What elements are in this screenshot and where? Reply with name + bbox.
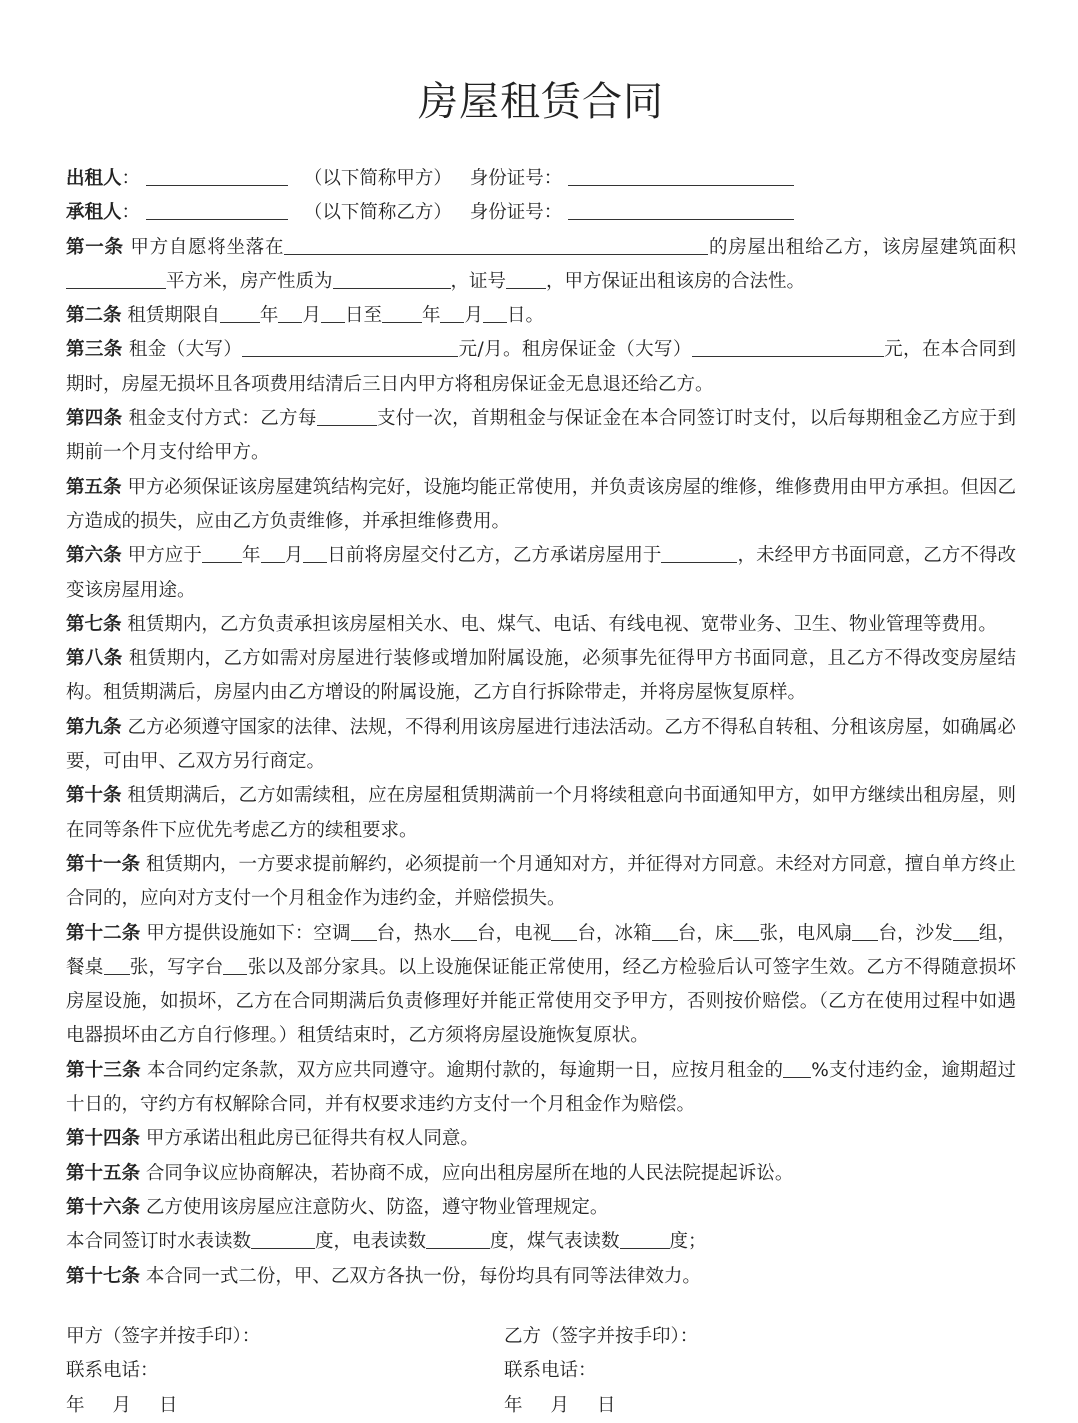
article-text: 元，在本合同到期时，房屋无损坏且各项费用结清后三日内甲方将租房保证金无息退还给乙方。	[66, 339, 1016, 395]
article-text: 年	[241, 545, 261, 567]
article-text: 组，餐桌	[66, 922, 1016, 978]
article-heading: 第十一条	[66, 853, 141, 875]
party-a-sign-label: 甲方（签字并按手印）：	[66, 1326, 261, 1347]
party-b-sign-label: 乙方（签字并按手印）：	[504, 1326, 699, 1347]
party-a-signature	[66, 1320, 260, 1423]
party-a-phone-label: 联系电话：	[66, 1360, 159, 1382]
fill-in-blank[interactable]	[284, 236, 708, 255]
fill-in-blank[interactable]	[303, 544, 327, 563]
fill-in-blank[interactable]	[223, 956, 247, 975]
article-text: 甲方应于	[127, 545, 202, 567]
article-heading: 第十四条	[66, 1128, 141, 1150]
article-text: 元/月。租房保证金（大写）	[458, 339, 692, 361]
article-9	[66, 711, 1016, 780]
fill-in-blank[interactable]	[661, 544, 737, 563]
article-heading: 第十三条	[66, 1059, 141, 1081]
fill-in-blank[interactable]	[261, 544, 285, 563]
article-heading: 第五条	[66, 476, 122, 498]
article-heading: 第九条	[66, 716, 122, 738]
articles-list	[66, 231, 1016, 1294]
article-text: 台，冰箱	[577, 922, 652, 944]
fill-in-blank[interactable]	[242, 338, 458, 357]
fill-in-blank[interactable]	[333, 270, 451, 289]
fill-in-blank[interactable]	[620, 1230, 670, 1249]
lessee-line: 承租人： （以下简称乙方） 身份证号：	[66, 196, 1016, 230]
article-text: 租金支付方式：乙方每	[128, 408, 317, 430]
fill-in-blank[interactable]	[321, 304, 345, 323]
article-14	[66, 1122, 1016, 1156]
article-heading: 第一条	[66, 236, 124, 258]
fill-in-blank[interactable]	[692, 338, 884, 357]
fill-in-blank[interactable]	[278, 304, 302, 323]
article-heading: 第十六条	[66, 1196, 141, 1218]
fill-in-blank[interactable]	[953, 922, 979, 941]
article-text: 租赁期内，一方要求提前解约，必须提前一个月通知对方，并征得对方同意。未经对方同意，擅自单方终止合同的，应向对方支付一个月租金作为违约金，并赔偿损失。	[66, 853, 1016, 910]
article-text: 本合同签订时水表读数	[66, 1231, 252, 1253]
article-text: 支付一次，首期租金与保证金在本合同签订时支付，以后每期租金乙方应于到期前一个月支付给甲方。	[66, 408, 1016, 464]
article-text: 台，沙发	[878, 922, 953, 944]
fill-in-blank[interactable]	[483, 304, 507, 323]
party-b-date	[504, 1389, 698, 1423]
article-text: 租赁期满后，乙方如需续租，应在房屋租赁期满前一个月将续租意向书面通知甲方，如甲方继续出租房屋，则在同等条件下应优先考虑乙方的续租要求。	[66, 785, 1016, 841]
article-4	[66, 402, 1016, 471]
fill-in-blank[interactable]	[104, 956, 130, 975]
fill-in-blank[interactable]	[852, 922, 878, 941]
article-text: ，证号	[450, 270, 507, 292]
article-text: 日前将房屋交付乙方，乙方承诺房屋用于	[327, 545, 662, 567]
party-a-date	[66, 1389, 260, 1423]
article-heading: 第十七条	[66, 1265, 141, 1287]
article-text: 甲方必须保证该房屋建筑结构完好，设施均能正常使用，并负责该房屋的维修，维修费用由甲方承担。但因乙方造成的损失，应由乙方负责维修，并承担维修费用。	[66, 476, 1016, 532]
article-text: 月	[302, 305, 321, 327]
article-text: 台，床	[677, 922, 734, 944]
fill-in-blank[interactable]	[351, 922, 377, 941]
party-a-month: 月	[112, 1394, 132, 1416]
article-5	[66, 471, 1016, 540]
article-heading: 第三条	[66, 339, 123, 361]
article-text: 甲方自愿将坐落在	[130, 236, 285, 258]
article-8	[66, 642, 1016, 711]
article-12	[66, 917, 1016, 1054]
article-text: 甲方提供设施如下：空调	[146, 922, 351, 944]
party-b-month: 月	[550, 1394, 570, 1416]
article-heading: 第十五条	[66, 1162, 141, 1184]
article-text: 张，电风扇	[759, 922, 853, 944]
article-text: ，未经甲方书面同意，乙方不得改变该房屋用途。	[66, 545, 1016, 601]
article-text: 合同争议应协商解决，若协商不成，应向出租房屋所在地的人民法院提起诉讼。	[145, 1162, 794, 1184]
lessor-id-blank	[568, 167, 794, 186]
article-text: 本合同约定条款，双方应共同遵守。逾期付款的，每逾期一日，应按月租金的	[146, 1059, 784, 1081]
lessee-note: （以下简称乙方）	[303, 202, 452, 224]
article-18	[66, 1260, 1016, 1294]
lessor-note: （以下简称甲方）	[303, 168, 452, 189]
article-10	[66, 779, 1016, 848]
fill-in-blank[interactable]	[202, 544, 242, 563]
article-6	[66, 539, 1016, 608]
fill-in-blank[interactable]	[66, 270, 166, 289]
article-text: %支付违约金，逾期超过十日的，守约方有权解除合同，并有权要求违约方支付一个月租金作为赔偿。	[66, 1059, 1016, 1116]
article-heading: 第六条	[66, 545, 122, 567]
fill-in-blank[interactable]	[551, 922, 577, 941]
fill-in-blank[interactable]	[506, 270, 546, 289]
article-text: 台，热水	[376, 922, 451, 944]
article-heading: 第二条	[66, 305, 122, 327]
article-text: 甲方承诺出租此房已征得共有权人同意。	[145, 1128, 479, 1150]
article-text: 度，电表读数	[315, 1231, 427, 1253]
article-heading: 第四条	[66, 408, 123, 430]
article-heading: 第八条	[66, 648, 123, 670]
fill-in-blank[interactable]	[382, 304, 422, 323]
article-text: 年	[421, 305, 441, 327]
fill-in-blank[interactable]	[317, 407, 377, 426]
article-13	[66, 1054, 1016, 1123]
article-text: 乙方使用该房屋应注意防火、防盗，遵守物业管理规定。	[145, 1196, 609, 1218]
party-b-signature	[504, 1320, 698, 1423]
lessor-id-label: 身份证号：	[469, 168, 563, 189]
article-heading: 第十二条	[66, 922, 141, 944]
article-heading: 第七条	[66, 613, 122, 635]
article-text: 日至	[344, 305, 382, 327]
article-3	[66, 333, 1016, 402]
article-text: ，甲方保证出租该房的合法性。	[546, 270, 806, 292]
article-17	[66, 1225, 1016, 1259]
fill-in-blank[interactable]	[426, 1230, 490, 1249]
party-b-year: 年	[504, 1394, 523, 1416]
lessor-line: 出租人： （以下简称甲方） 身份证号：	[66, 162, 1016, 196]
fill-in-blank[interactable]	[251, 1230, 315, 1249]
article-heading: 第十条	[66, 785, 122, 807]
lessee-id-label: 身份证号：	[469, 202, 563, 224]
party-a-year: 年	[66, 1394, 85, 1416]
fill-in-blank[interactable]	[783, 1059, 811, 1078]
article-2	[66, 299, 1016, 333]
article-text: 的房屋出租给乙方，该房屋建筑面积	[708, 236, 1016, 258]
article-text: 张以及部分家具。以上设施保证能正常使用，经乙方检验后认可签字生效。乙方不得随意损坏房屋设施，如损坏，乙方在合同期满后负责修理好并能正常使用交予甲方，否则按价赔偿。（乙方在使用过程中如遇电器损坏由乙方自行修理。）租赁结束时，乙方须将房屋设施恢复原状。	[66, 956, 1016, 1047]
lessor-label: 出租人	[66, 168, 122, 189]
party-b-day: 日	[597, 1394, 616, 1416]
lessee-id-blank	[568, 201, 794, 220]
fill-in-blank[interactable]	[652, 922, 678, 941]
article-text: 租赁期内，乙方如需对房屋进行装修或增加附属设施，必须事先征得甲方书面同意，且乙方不得改变房屋结构。租赁期满后，房屋内由乙方增设的附属设施，乙方自行拆除带走，并将房屋恢复原样。	[66, 648, 1016, 704]
article-text: 台，电视	[476, 922, 552, 944]
fill-in-blank[interactable]	[440, 304, 464, 323]
page-title: 房屋租赁合同	[418, 79, 664, 125]
lessee-label: 承租人	[66, 202, 122, 224]
article-text: 乙方必须遵守国家的法律、法规，不得利用该房屋进行违法活动。乙方不得私自转租、分租该房屋，如确属必要，可由甲、乙双方另行商定。	[66, 716, 1016, 773]
fill-in-blank[interactable]	[733, 922, 759, 941]
fill-in-blank[interactable]	[451, 922, 477, 941]
article-text: 本合同一式二份，甲、乙双方各执一份，每份均具有同等法律效力。	[145, 1265, 701, 1287]
article-text: 月	[464, 305, 483, 327]
article-1	[66, 231, 1016, 300]
fill-in-blank[interactable]	[220, 304, 260, 323]
lessee-name-blank	[146, 201, 288, 220]
article-text: 平方米，房产性质为	[166, 270, 333, 292]
article-16	[66, 1191, 1016, 1225]
article-text: 租赁期限自	[127, 305, 220, 327]
article-text: 租金（大写）	[128, 339, 243, 361]
party-a-day: 日	[159, 1394, 178, 1416]
article-text: 度；	[669, 1231, 707, 1253]
party-b-phone-label: 联系电话：	[504, 1360, 597, 1382]
article-text: 租赁期内，乙方负责承担该房屋相关水、电、煤气、电话、有线电视、宽带业务、卫生、物业管理等费用。	[127, 613, 997, 635]
article-7	[66, 608, 1016, 642]
article-text: 年	[259, 305, 279, 327]
article-text: 张，写字台	[129, 956, 224, 978]
article-11	[66, 848, 1016, 917]
article-text: 度，煤气表读数	[490, 1231, 620, 1253]
article-text: 日。	[507, 305, 545, 327]
lessor-name-blank	[146, 167, 288, 186]
article-15	[66, 1157, 1016, 1191]
article-text: 月	[284, 545, 304, 567]
